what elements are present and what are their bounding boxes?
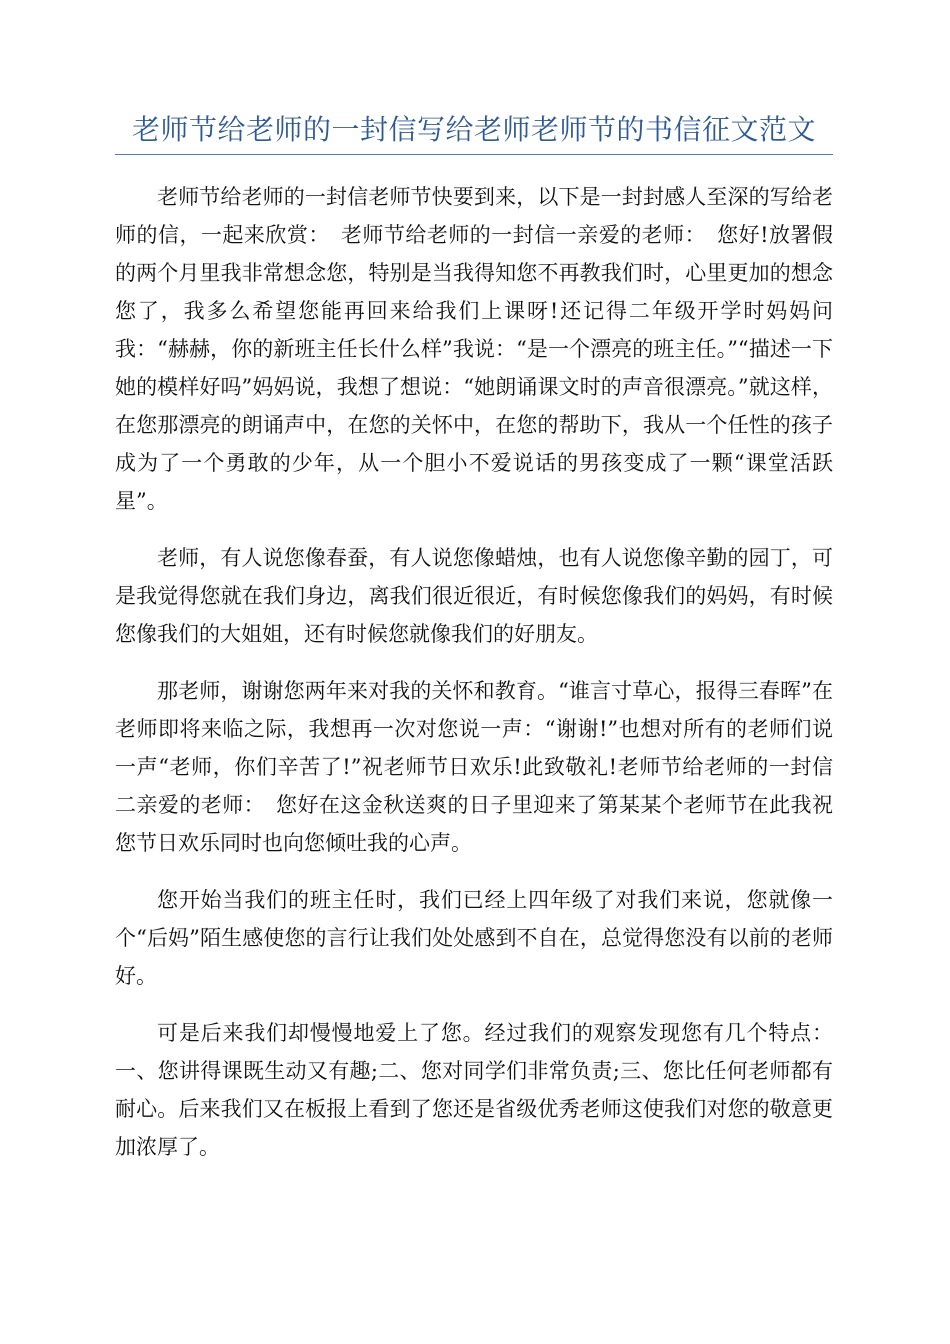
paragraph-4: 您开始当我们的班主任时，我们已经上四年级了对我们来说，您就像一个“后妈”陌生感使您的言行让我们处处感到不自在，总觉得您没有以前的老师好。	[115, 888, 833, 988]
paragraph-1: 老师节给老师的一封信老师节快要到来，以下是一封封感人至深的写给老师的信，一起来欣赏： 老师节给老师的一封信一亲爱的老师： 您好!放署假的两个月里我非常想念您，特别是当我得知您不再教我们时，心里更加的想念您了，我多么希望您能再回来给我们上课呀!还记得二年级开学时妈妈问我：“赫赫，你的新班主任长什么样”我说：“是一个漂亮的班主任。”“描述一下她的模样好吗”妈妈说，我想了想说：“她朗诵课文时的声音很漂亮。”就这样，在您那漂亮的朗诵声中，在您的关怀中，在您的帮助下，我从一个任性的孩子成为了一个勇敢的少年，从一个胆小不爱说话的男孩变成了一颗“课堂活跃星”。	[115, 185, 833, 513]
paragraph-2: 老师，有人说您像春蚕，有人说您像蜡烛，也有人说您像辛勤的园丁，可是我觉得您就在我们身边，离我们很近很近，有时候您像我们的妈妈，有时候您像我们的大姐姐，还有时候您就像我们的好朋友。	[115, 546, 833, 646]
document-body	[115, 178, 833, 1185]
paragraph-5: 可是后来我们却慢慢地爱上了您。经过我们的观察发现您有几个特点：一、您讲得课既生动又有趣;二、您对同学们非常负责;三、您比任何老师都有耐心。后来我们又在板报上看到了您还是省级优秀老师这使我们对您的敬意更加浓厚了。	[115, 1021, 833, 1159]
title-block	[115, 110, 833, 155]
paragraph-3: 那老师，谢谢您两年来对我的关怀和教育。“谁言寸草心，报得三春晖”在老师即将来临之际，我想再一次对您说一声：“谢谢!”也想对所有的老师们说一声“老师，你们辛苦了!”祝老师节日欢乐!此致敬礼!老师节给老师的一封信二亲爱的老师： 您好在这金秋送爽的日子里迎来了第某某个老师节在此我祝您节日欢乐同时也向您倾吐我的心声。	[115, 679, 833, 855]
document-title: 老师节给老师的一封信写给老师老师节的书信征文范文	[131, 113, 816, 146]
